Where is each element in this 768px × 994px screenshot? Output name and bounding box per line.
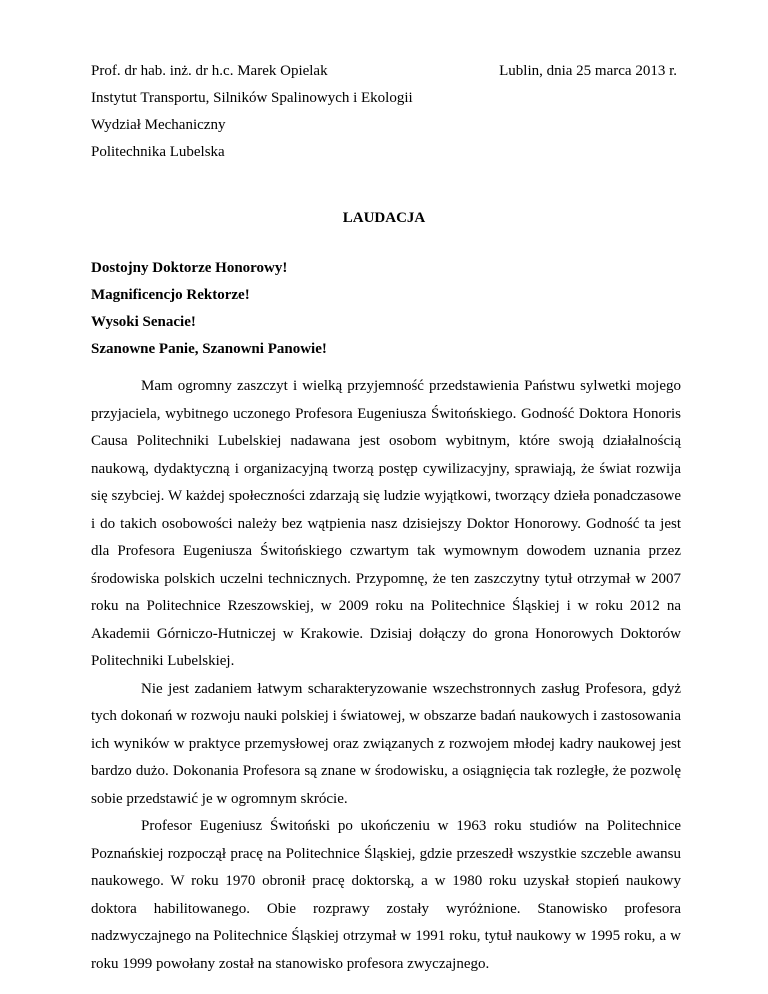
university-name: Politechnika Lubelska — [91, 144, 225, 160]
faculty-name: Wydział Mechaniczny — [91, 117, 226, 133]
document-title: LAUDACJA — [342, 210, 426, 226]
salutation-line: Magnificencjo Rektorze! — [91, 287, 250, 303]
body-text — [91, 373, 681, 978]
institute-name: Instytut Transportu, Silników Spalinowych i Ekologii — [91, 90, 413, 106]
salutation-line: Wysoki Senacie! — [91, 314, 196, 330]
paragraph: Nie jest zadaniem łatwym scharakteryzowanie wszechstronnych zasług Profesora, gdyż tych dokonań w rozwoju nauki polskiej i światowej, w obszarze badań naukowych i zastosowania ich wyników w praktyce przemysłowej oraz związanych z rozwojem młodej kadry naukowej jest bardzo dużo. Dokonania Profesora są znane w środowisku, a osiągnięcia tak rozległe, że pozwolę sobie przedstawić je w ogromnym skrócie. — [91, 680, 681, 807]
salutation-line: Szanowne Panie, Szanowni Panowie! — [91, 341, 327, 357]
paragraph: Profesor Eugeniusz Świtoński po ukończeniu w 1963 roku studiów na Politechnice Poznańskiej rozpoczął pracę na Politechnice Śląskiej, gdzie przeszedł wszystkie szczeble awansu naukowego. W roku 1970 obronił pracę doktorską, a w 1980 roku uzyskał stopień naukowy doktora habilitowanego. Obie rozprawy zostały wyróżnione. Stanowisko profesora nadzwyczajnego na Politechnice Śląskiej otrzymał w 1991 roku, tytuł naukowy w 1995 roku, a w roku 1999 powołany został na stanowisko profesora zwyczajnego. — [91, 818, 681, 972]
paragraph: Mam ogromny zaszczyt i wielką przyjemność przedstawienia Państwu sylwetki mojego przyjaciela, wybitnego uczonego Profesora Eugeniusza Świtońskiego. Godność Doktora Honoris Causa Politechniki Lubelskiej nadawana jest osobom wybitnym, które swoją działalnością naukową, dydaktyczną i organizacyjną tworzą postęp cywilizacyjny, sprawiają, że świat rozwija się szybciej. W każdej społeczności zdarzają się ludzie wyjątkowi, tworzący dzieła ponadczasowe i do takich osobowości należy bez wątpienia nasz dzisiejszy Doktor Honorowy. Godność ta jest dla Profesora Eugeniusza Świtońskiego czwartym tak wymownym dowodem uznania przez środowiska polskich uczelni technicznych. Przypomnę, że ten zaszczytny tytuł otrzymał w 2007 roku na Politechnice Rzeszowskiej, w 2009 roku na Politechnice Śląskiej i w roku 2012 na Akademii Górniczo-Hutniczej w Krakowie. Dzisiaj dołączy do grona Honorowych Doktorów Politechniki Lubelskiej. — [91, 378, 681, 669]
document-date: Lublin, dnia 25 marca 2013 r. — [499, 63, 677, 79]
salutation-line: Dostojny Doktorze Honorowy! — [91, 260, 288, 276]
author-name: Prof. dr hab. inż. dr h.c. Marek Opielak — [91, 63, 328, 79]
